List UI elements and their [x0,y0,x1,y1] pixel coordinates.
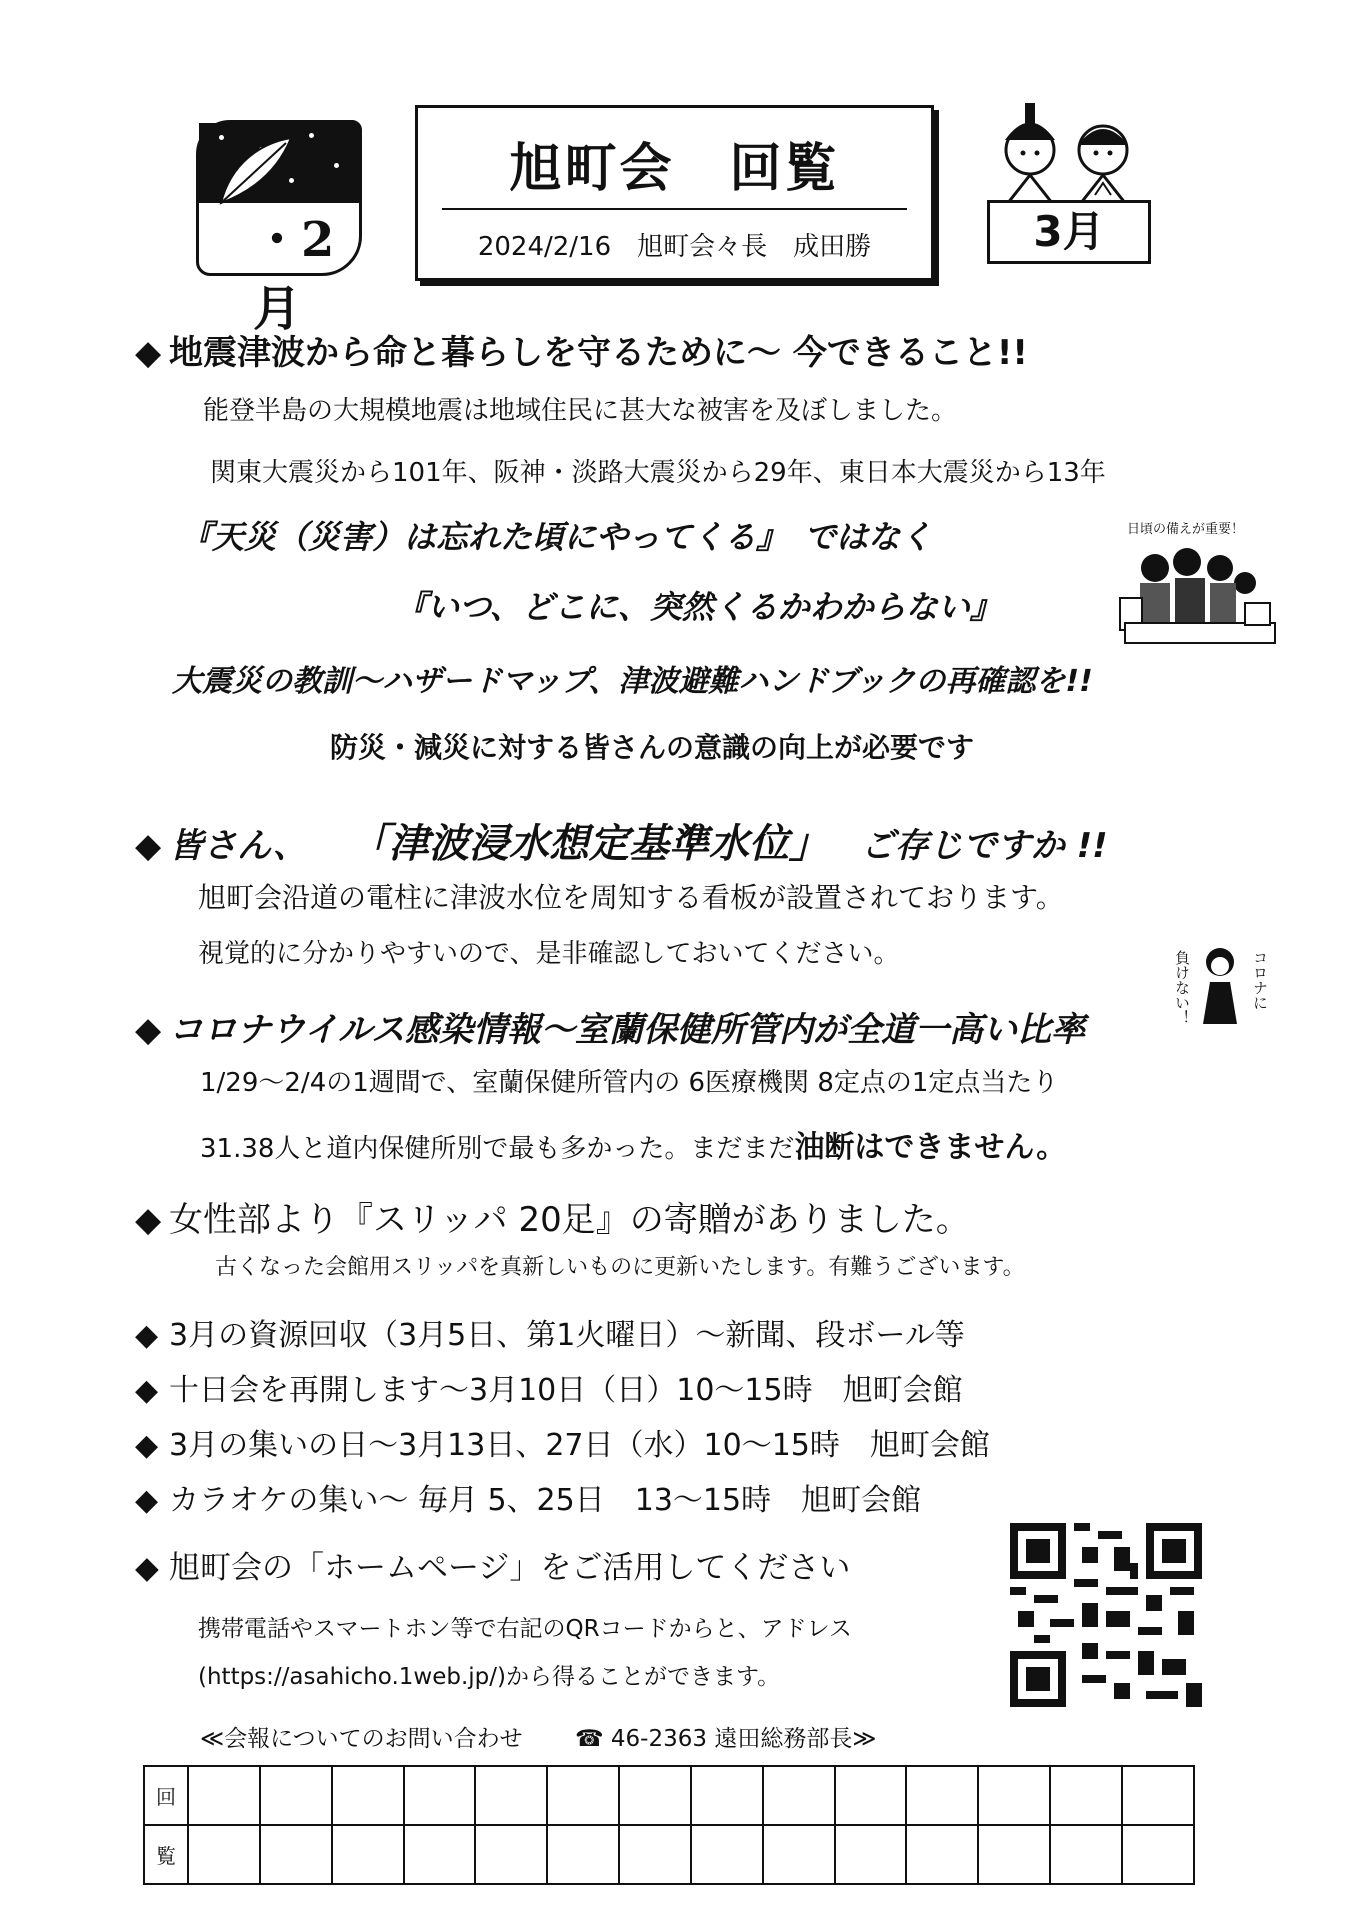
circulation-label-top: 回 [144,1766,188,1825]
tsunami-heading-a: 皆さん、 [169,826,308,866]
quake-heading-text: 地震津波から命と暮らしを守るために～ 今できること!! [169,333,1028,373]
signature-cell[interactable] [188,1825,260,1884]
slippers-heading [135,1192,970,1241]
event-item [135,1420,990,1464]
corona-heading [135,1002,1085,1051]
event-item [135,1365,963,1409]
signature-cell[interactable] [1122,1825,1194,1884]
month-next-label: 3月 [987,200,1151,264]
signature-cell[interactable] [835,1825,907,1884]
signature-cell[interactable] [619,1825,691,1884]
slippers-line-1: 古くなった会館用スリッパを真新しいものに更新いたします。有難うございます。 [215,1255,1025,1280]
bullet-diamond-icon: ◆ [135,1483,159,1518]
signature-cell[interactable] [475,1825,547,1884]
quake-emphasis-2: 防災・減災に対する皆さんの意識の向上が必要です [330,731,975,764]
signature-cell[interactable] [1050,1766,1122,1825]
bullet-diamond-icon: ◆ [135,826,162,866]
signature-cell[interactable] [835,1766,907,1825]
bullet-diamond-icon: ◆ [135,1318,159,1353]
signature-cell[interactable] [619,1766,691,1825]
circulation-table [143,1765,1195,1885]
hina-dolls-icon [985,95,1150,215]
signature-cell[interactable] [332,1766,404,1825]
bullet-diamond-icon: ◆ [135,1428,159,1463]
event-item [135,1475,921,1519]
month-badge-february [196,120,362,337]
corona-line-2a: 31.38人と道内保健所別で最も多かった。まだまだ [200,1134,795,1164]
signature-cell[interactable] [763,1825,835,1884]
signature-cell[interactable] [906,1766,978,1825]
signature-cell[interactable] [404,1825,476,1884]
signature-cell[interactable] [691,1825,763,1884]
corona-line-2 [200,1122,1066,1166]
quake-line-4: 『いつ、どこに、突然くるかわからない』 [395,588,1002,626]
event-text: 3月の資源回収（3月5日、第1火曜日）～新聞、段ボール等 [169,1318,965,1353]
family-supplies-icon [1115,538,1280,648]
contact-line [200,1720,876,1753]
quake-line-3: 『天災（災害）は忘れた頃にやってくる』 ではなく [180,518,933,556]
signature-cell[interactable] [691,1766,763,1825]
homepage-line-1: 携帯電話やスマートホン等で右記のQRコードからと、アドレス [198,1616,852,1642]
quake-line-2: 関東大震災から101年、阪神・淡路大震災から29年、東日本大震災から13年 [210,458,1106,488]
tsunami-heading-b: 「津波浸水想定基準水位」 [348,821,829,867]
contact-prefix: ≪会報についてのお問い合わせ [200,1726,523,1752]
signature-cell[interactable] [260,1766,332,1825]
event-text: カラオケの集い～ 毎月 5、25日 13～15時 旭町会館 [169,1483,922,1518]
signature-cell[interactable] [547,1766,619,1825]
month-prev-label: ・2月 [253,212,335,337]
bullet-diamond-icon: ◆ [135,1550,159,1586]
signature-cell[interactable] [906,1825,978,1884]
signature-cell[interactable] [475,1766,547,1825]
tsunami-heading-c: ご存じですか !! [860,826,1108,866]
signature-cell[interactable] [188,1766,260,1825]
title-divider [442,208,907,210]
homepage-line-2: (https://asahicho.1web.jp/)から得ることができます。 [198,1664,781,1690]
corona-line-2b: 油断はできません。 [794,1130,1067,1165]
event-item [135,1310,965,1354]
homepage-heading [135,1542,850,1587]
quake-line-1: 能登半島の大規模地震は地域住民に甚大な被害を及ぼしました。 [203,396,958,426]
signature-cell[interactable] [763,1766,835,1825]
event-text: 十日会を再開します～3月10日（日）10～15時 旭町会館 [169,1373,963,1408]
phone-icon: ☎ [574,1726,604,1752]
signature-cell[interactable] [547,1825,619,1884]
bullet-diamond-icon: ◆ [135,1373,159,1408]
signature-cell[interactable] [1050,1825,1122,1884]
homepage-heading-text: 旭町会の「ホームページ」をご活用してください [169,1550,851,1586]
signature-cell[interactable] [1122,1766,1194,1825]
nurse-figure-icon [1195,944,1245,1024]
corona-heading-text: コロナウイルス感染情報～室蘭保健所管内が全道一高い比率 [169,1010,1085,1050]
signature-cell[interactable] [332,1825,404,1884]
signature-cell[interactable] [978,1825,1050,1884]
event-text: 3月の集いの日～3月13日、27日（水）10～15時 旭町会館 [169,1428,990,1463]
signature-cell[interactable] [404,1766,476,1825]
bullet-diamond-icon: ◆ [135,333,162,373]
quake-heading [135,325,1028,374]
tsunami-line-1: 旭町会沿道の電柱に津波水位を周知する看板が設置されております。 [198,881,1064,914]
preparedness-caption: 日頃の備えが重要！ [1127,522,1245,537]
tsunami-line-2: 視覚的に分かりやすいので、是非確認しておいてください。 [198,939,900,969]
quake-emphasis-1: 大震災の教訓～ハザードマップ、津波避難ハンドブックの再確認を!! [172,664,1093,699]
bullet-diamond-icon: ◆ [135,1200,162,1240]
title-box [415,105,934,281]
page-title: 旭町会 回覧 [509,139,840,199]
corona-side-left: 負けない！ [1173,950,1191,1025]
bullet-diamond-icon: ◆ [135,1010,162,1050]
page-subtitle: 2024/2/16 旭町会々長 成田勝 [477,232,872,262]
contact-detail: 46-2363 遠田総務部長≫ [610,1726,877,1752]
slippers-heading-text: 女性部より『スリッパ 20足』の寄贈がありました。 [169,1200,970,1240]
signature-cell[interactable] [260,1825,332,1884]
signature-cell[interactable] [978,1766,1050,1825]
circulation-label-bottom: 覧 [144,1825,188,1884]
tsunami-heading [135,812,1108,869]
corona-line-1: 1/29～2/4の1週間で、室蘭保健所管内の 6医療機関 8定点の1定点当たり [200,1068,1059,1098]
qr-code-icon[interactable] [1010,1523,1202,1707]
corona-side-right: コロナに [1251,950,1269,1010]
